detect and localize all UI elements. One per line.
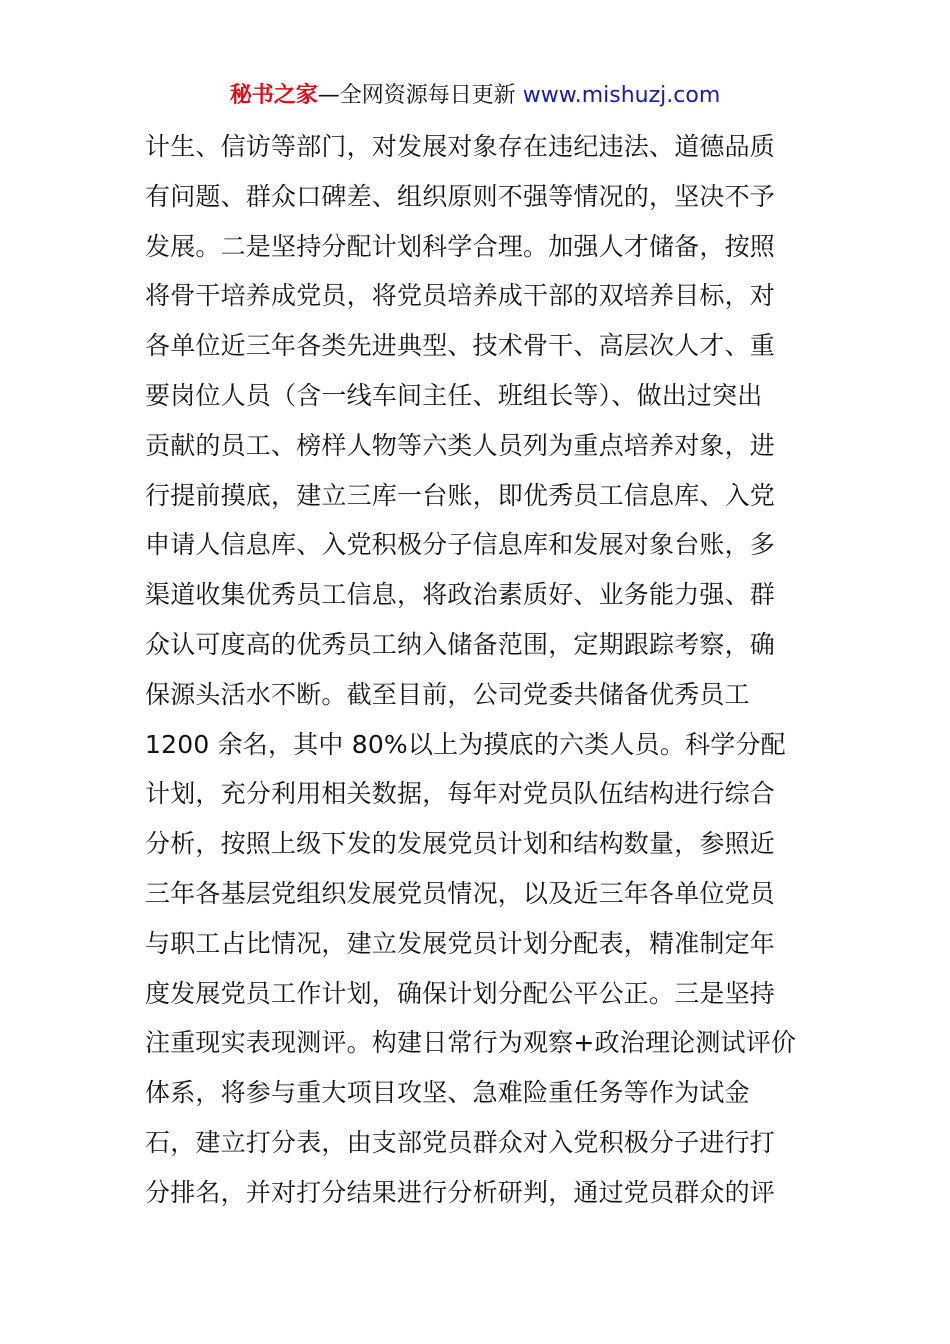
- document-body: [145, 122, 815, 1218]
- text-line: 计生、信访等部门，对发展对象存在违纪违法、道德品质: [145, 132, 776, 161]
- text-line: 度发展党员工作计划，确保计划分配公平公正。三是坚持: [145, 978, 776, 1008]
- site-brand: 秘书之家: [229, 83, 318, 108]
- site-tagline: —全网资源每日更新: [317, 83, 516, 108]
- text-line: 申请人信息库、入党积极分子信息库和发展对象台账，多: [145, 530, 776, 560]
- text-line: 贡献的员工、榜样人物等六类人员列为重点培养对象，进: [145, 430, 776, 460]
- text-line: 计划，充分利用相关数据，每年对党员队伍结构进行综合: [145, 779, 776, 809]
- text-line: 要岗位人员（含一线车间主任、班组长等）、做出过突出: [145, 380, 763, 410]
- text-line: 将骨干培养成党员，将党员培养成干部的双培养目标，对: [145, 281, 776, 311]
- text-line: 1200 余名，其中 80%以上为摸底的六类人员。科学分配: [145, 729, 786, 759]
- text-line: 有问题、群众口碑差、组织原则不强等情况的，坚决不予: [145, 181, 776, 211]
- text-line: 各单位近三年各类先进典型、技术骨干、高层次人才、重: [145, 331, 776, 361]
- site-url[interactable]: www.mishuzj.com: [522, 83, 721, 108]
- text-line: 石，建立打分表，由支部党员群众对入党积极分子进行打: [145, 1127, 776, 1157]
- text-line: 注重现实表现测评。构建日常行为观察+政治理论测试评价: [145, 1028, 797, 1058]
- text-line: 体系，将参与重大项目攻坚、急难险重任务等作为试金: [145, 1078, 750, 1108]
- text-line: 众认可度高的优秀员工纳入储备范围，定期跟踪考察，确: [145, 629, 776, 659]
- text-line: 分析，按照上级下发的发展党员计划和结构数量，参照近: [145, 829, 776, 859]
- text-line: 三年各基层党组织发展党员情况，以及近三年各单位党员: [145, 878, 776, 908]
- text-line: 与职工占比情况，建立发展党员计划分配表，精准制定年: [145, 928, 776, 958]
- text-line: 保源头活水不断。截至目前，公司党委共储备优秀员工: [145, 679, 750, 709]
- text-line: 分排名，并对打分结果进行分析研判，通过党员群众的评: [145, 1177, 776, 1207]
- text-line: 发展。二是坚持分配计划科学合理。加强人才储备，按照: [145, 231, 776, 261]
- text-line: 渠道收集优秀员工信息，将政治素质好、业务能力强、群: [145, 580, 776, 610]
- page-header: [0, 80, 950, 112]
- text-line: 行提前摸底，建立三库一台账，即优秀员工信息库、入党: [145, 480, 776, 510]
